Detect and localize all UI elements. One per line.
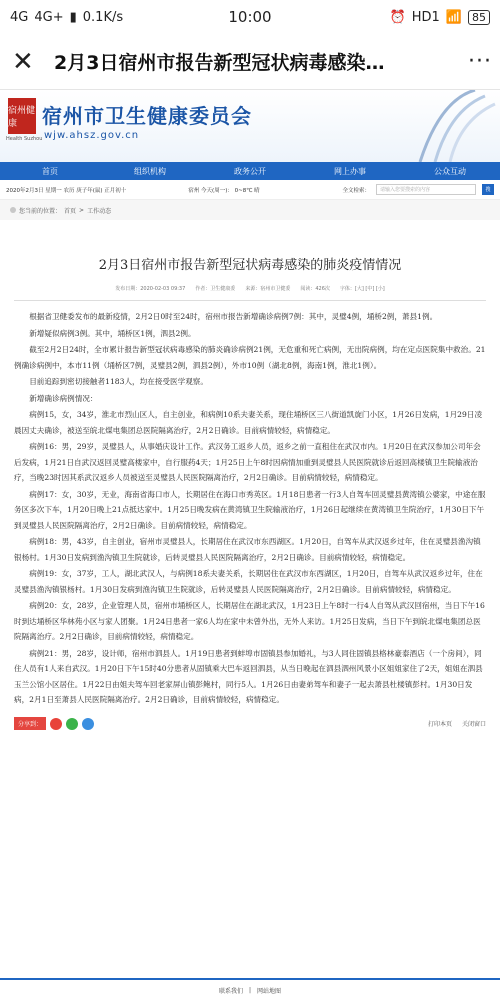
more-options-icon[interactable]: ···	[468, 49, 492, 74]
breadcrumb-section[interactable]: 工作动态	[87, 207, 112, 215]
footer-separator: |	[248, 986, 252, 994]
article	[0, 254, 500, 734]
paragraph: 病例21：男，28岁，设计师，宿州市泗县人。1月19日患者到蚌埠市固镇县参加婚礼，与3人同住固镇县格林豪泰酒店（一个房间），同住人员有1人来自武汉。1月20日下午15时40分患者从固镇乘大巴车返回泗县，从当日晚起在泗县泗州风景小区姐姐家住了2天，姐姐在泗县玉兰公馆小区居住。1月22日由姐夫驾车回老家屏山镇彭鲍村，同行5人。1月26日由妻弟驾车和妻子一起去萧县杜楼镇彭村。1月30日发病，2月1日至萧县人民医院隔离治疗。2月2日确诊，目前病情较轻，病情稳定。	[14, 648, 483, 704]
share-bar	[14, 714, 486, 734]
site-banner	[0, 90, 500, 162]
status-left	[10, 10, 123, 25]
date-text: 2020年2月3日 星期一 农历 庚子年(鼠) 正月初十	[6, 187, 127, 194]
paragraph: 病例18：男，43岁，自主创业，宿州市灵璧县人，长期居住在武汉市东西湖区。1月20日，自驾车从武汉返乡过年，住在灵璧县渔沟镇银杨村。1月30日发病到渔沟镇卫生院就诊，后转灵璧县人民医院隔离治疗，2月2日确诊。目前病情较轻，病情稳定。	[14, 537, 481, 562]
clock: 10:00	[228, 8, 272, 26]
banner-landmark-icon	[380, 90, 500, 162]
paragraph: 截至2月2日24时，全市累计报告新型冠状病毒感染的肺炎确诊病例21例，无危重和死亡病例，无出院病例，均在定点医院集中救治。21例确诊病例中，本市11例（埇桥区7例，灵璧县2例，泗县2例），外市10例（湖北8例，海南1例，淮北1例）。	[14, 345, 486, 370]
location-icon	[10, 207, 16, 213]
breadcrumb-prefix: 您当前的位置：	[19, 207, 62, 215]
nav-organization[interactable]: 组织机构	[134, 166, 166, 176]
nav-public-interaction[interactable]: 公众互动	[434, 166, 466, 176]
status-right	[390, 10, 490, 25]
nav-home[interactable]: 首页	[42, 166, 58, 176]
status-bar	[0, 0, 500, 34]
close-window-button[interactable]: 关闭窗口	[461, 721, 486, 728]
site-name: 宿州市卫生健康委员会	[42, 104, 252, 128]
article-author: 作者：卫生健康委	[195, 286, 236, 292]
qzone-icon[interactable]	[82, 718, 94, 730]
paragraph: 目前追踪到密切接触者1183人，均在接受医学观察。	[29, 377, 208, 386]
main-nav	[0, 162, 500, 180]
search-input[interactable]: 请输入您要搜索的内容	[376, 184, 476, 195]
search-button[interactable]: 搜	[482, 184, 494, 195]
paragraph: 新增确诊病例情况：	[29, 393, 98, 403]
site-url: wjw.ahsz.gov.cn	[44, 130, 140, 141]
search-label: 全文检索：	[342, 187, 370, 194]
article-body	[14, 309, 486, 708]
network-4g: 4G	[10, 9, 29, 25]
nav-online-services[interactable]: 网上办事	[334, 166, 366, 176]
article-title: 2月3日宿州市报告新型冠状病毒感染的肺炎疫情情况	[98, 258, 402, 273]
breadcrumb-separator: >	[79, 206, 85, 214]
wifi-icon: 📶	[445, 9, 462, 25]
weather-text: 宿州 今天(周一)： 0~8℃ 晴	[188, 187, 260, 194]
close-icon[interactable]: ✕	[12, 46, 34, 77]
network-4g-plus: 4G+	[34, 9, 64, 25]
breadcrumb	[0, 200, 500, 220]
paragraph: 根据省卫健委发布的最新疫情，2月2日0时至24时，宿州市报告新增确诊病例7例：其中，灵璧4例，埇桥2例，萧县1例。	[29, 312, 438, 321]
paragraph: 病例20：女，28岁，企业管理人员，宿州市埇桥区人，长期居住在湖北武汉，1月23日上午8时一行4人自驾从武汉回宿州，当日下午16时到达埇桥区华林苑小区与家人团聚。1月24日患者一家6人均在家中未曾外出，无外人来访。1月25日发病，当日下午到皖北煤电集团总医院隔离治疗。2月2日确诊，目前病情较轻，病情稳定。	[14, 601, 485, 641]
page-tools	[428, 719, 486, 728]
paragraph: 病例15，女，34岁，淮北市烈山区人，自主创业，和病例10系夫妻关系，现住埇桥区三八街道凯旋门小区，1月26日发病，1月29日凌晨因丈夫确诊，被送至皖北煤电集团总医院隔离治疗，2月2日确诊。目前病情较轻，病情稳定。	[14, 410, 483, 435]
paragraph: 病例17：女，30岁，无业，海南省海口市人，长期居住在海口市秀英区。1月18日患者一行3人自驾车回灵璧县黄湾镇公婆家，中途在服务区多次下车，1月20日晚上21点抵达家中。1月25日晚发病在黄湾镇卫生院输液治疗，1月26日起继续在黄湾镇卫生院治疗，1月30日下午到灵璧县人民医院隔离治疗，2月2日确诊。目前病情较轻，病情稳定。	[14, 489, 486, 530]
article-meta	[14, 285, 486, 301]
breadcrumb-home[interactable]: 首页	[64, 207, 77, 215]
site-logo[interactable]: 宿州健康	[8, 98, 36, 134]
wechat-icon[interactable]	[66, 718, 78, 730]
footer	[0, 978, 500, 1000]
font-size-switch[interactable]: 字体：[大] [中] [小]	[339, 286, 385, 292]
site-logo-english: Health Suzhou	[6, 136, 43, 142]
hd-indicator: HD1	[411, 9, 440, 25]
paragraph: 新增疑似病例3例。其中，埇桥区1例，泗县2例。	[29, 328, 196, 338]
net-speed: 0.1K/s	[82, 9, 124, 25]
signal-icon: ▮	[69, 9, 77, 25]
battery-level: 85	[468, 10, 490, 25]
publish-date: 发布日期：2020-02-03 09:37	[115, 286, 186, 292]
footer-sitemap-link[interactable]: 网站地图	[257, 987, 282, 995]
share-label: 分享到：	[14, 717, 46, 730]
paragraph: 病例16：男，29岁，灵璧县人，从事婚庆设计工作。武汉务工返乡人员，返乡之前一直租住在武汉市内。1月20日在武汉参加公司年会后发病，1月21日自武汉返回灵璧高楼家中，自行服药4天；1月25日上午8时因病情加重到灵璧县人民医院就诊后返回高楼镇卫生院输液治疗，当晚23时因其系武汉返乡人员被送至灵璧县人民医院隔离治疗，2月2日确诊。目前病情较轻，病情稳定。	[14, 442, 481, 482]
article-source: 来源：宿州市卫健委	[245, 286, 291, 292]
print-button[interactable]: 打印本页	[427, 721, 452, 728]
wechat-titlebar	[0, 34, 500, 90]
nav-gov-affairs[interactable]: 政务公开	[234, 166, 266, 176]
page-title: 2月3日宿州市报告新型冠状病毒感染…	[54, 52, 385, 74]
view-count: 阅读：426次	[300, 286, 330, 292]
info-bar	[0, 180, 500, 200]
weibo-icon[interactable]	[50, 718, 62, 730]
footer-contact-link[interactable]: 联系我们	[218, 987, 243, 995]
alarm-icon: ⏰	[389, 9, 406, 25]
paragraph: 病例19：女，37岁，工人，湖北武汉人，与病例18系夫妻关系，长期居住在武汉市东西湖区，1月20日，自驾车从武汉返乡过年，住在灵璧县渔沟镇银杨村。1月30日发病到渔沟镇卫生院就诊，后转灵璧县人民医院隔离治疗，2月2日确诊。目前病情较轻，病情稳定。	[14, 569, 483, 594]
